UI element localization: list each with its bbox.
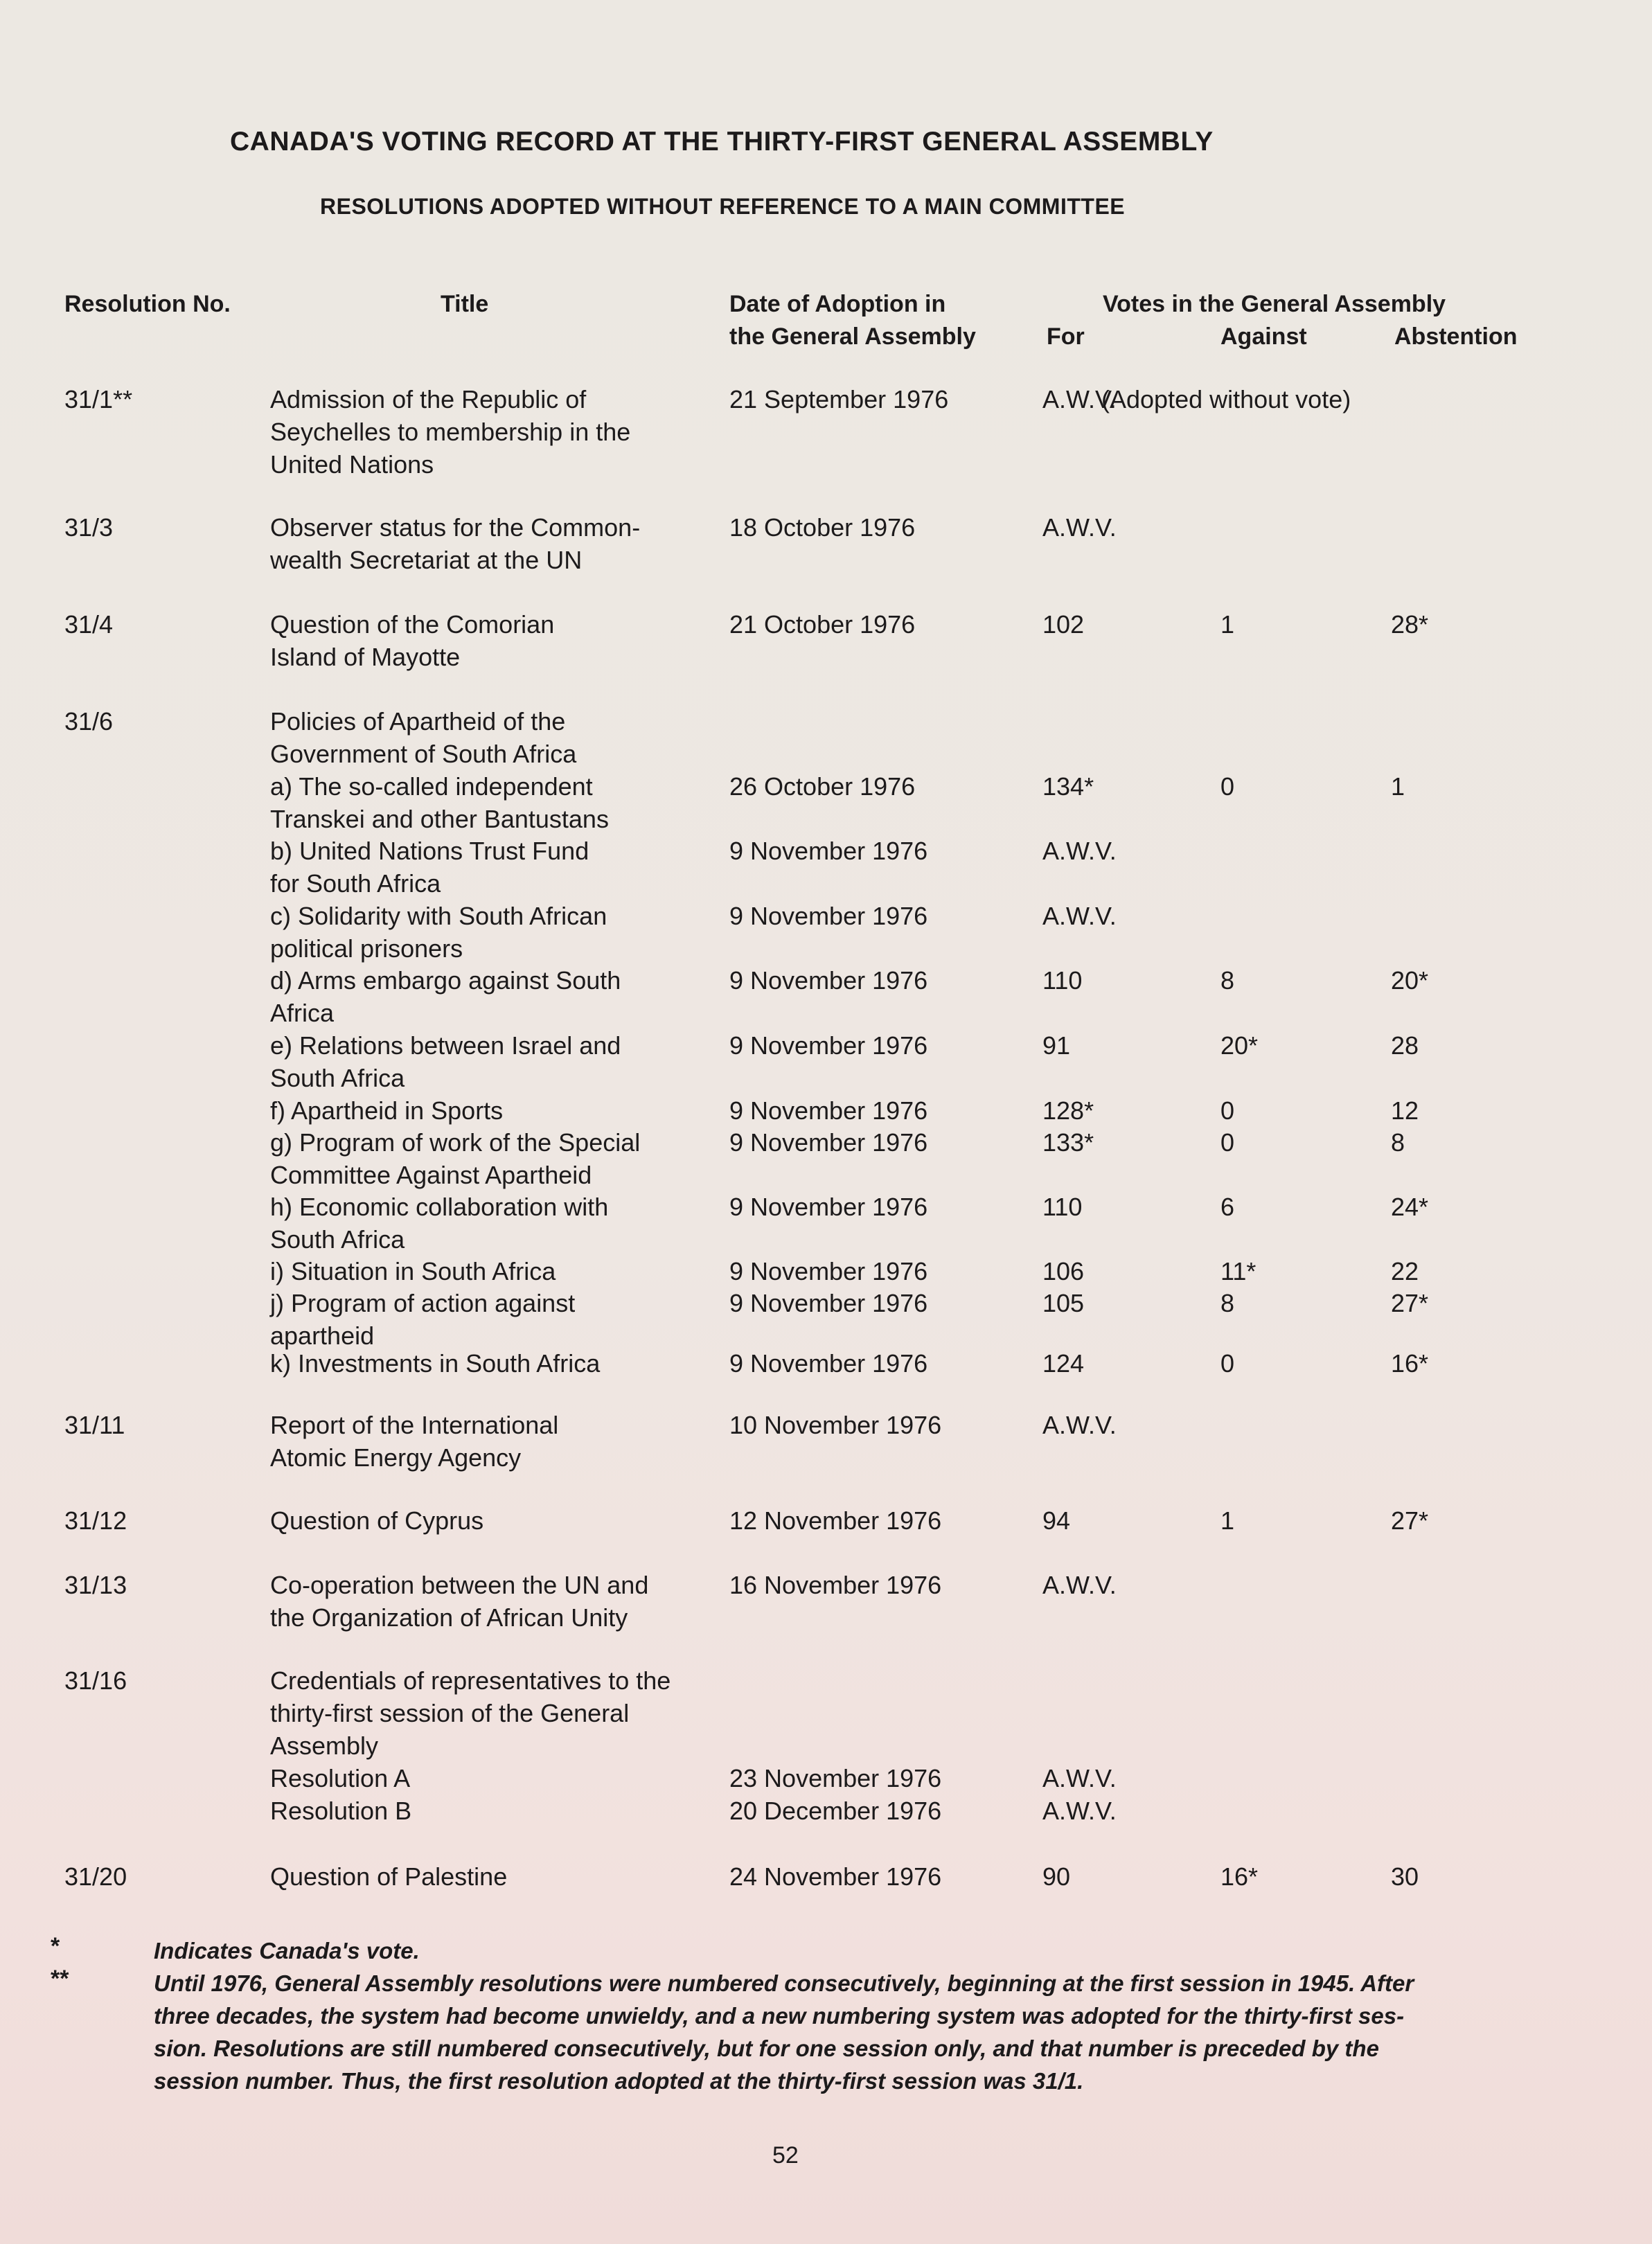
votes-abstention: 24* <box>1391 1193 1429 1221</box>
resolution-number: 31/4 <box>64 610 114 639</box>
text-line: for South Africa <box>270 869 441 898</box>
votes-for: A.W.V. <box>1042 385 1117 413</box>
text-line: Government of South Africa <box>270 740 577 768</box>
adoption-date: 9 November 1976 <box>729 1031 928 1060</box>
votes-abstention: 12 <box>1391 1096 1419 1125</box>
votes-against: 0 <box>1220 1128 1235 1157</box>
adoption-date: 9 November 1976 <box>729 1257 928 1285</box>
votes-abstention: 30 <box>1391 1862 1419 1891</box>
resolution-title <box>270 1409 558 1474</box>
footnote-text <box>154 1934 420 1967</box>
votes-abstention: 27* <box>1391 1289 1429 1317</box>
votes-for: 105 <box>1042 1289 1085 1317</box>
adoption-date: 9 November 1976 <box>729 837 928 865</box>
votes-for: A.W.V. <box>1042 1797 1117 1825</box>
resolution-title <box>270 705 576 770</box>
votes-for: 110 <box>1042 966 1083 995</box>
text-line: Question of Cyprus <box>270 1506 484 1535</box>
resolution-number: 31/12 <box>64 1506 127 1535</box>
text-line: Indicates Canada's vote. <box>154 1938 420 1963</box>
resolution-title <box>270 1191 608 1256</box>
resolution-title <box>270 1029 621 1094</box>
votes-for: A.W.V. <box>1042 513 1117 542</box>
resolution-title <box>270 1664 670 1762</box>
adoption-date: 20 December 1976 <box>729 1797 942 1825</box>
resolution-number: 31/13 <box>64 1571 127 1599</box>
votes-for: A.W.V. <box>1042 1411 1117 1439</box>
resolution-title <box>270 1094 503 1127</box>
votes-abstention: 28* <box>1391 610 1429 639</box>
text-line: Question of Palestine <box>270 1862 508 1891</box>
header-for: For <box>1047 323 1085 350</box>
resolution-title <box>270 1504 483 1537</box>
header-resolution: Resolution No. <box>64 291 231 317</box>
votes-for: 128* <box>1042 1096 1094 1125</box>
votes-against: 1 <box>1220 610 1235 639</box>
resolution-title <box>270 1762 410 1795</box>
text-line: Seychelles to membership in the <box>270 418 631 446</box>
text-line: Observer status for the Common- <box>270 513 641 542</box>
votes-against: 20* <box>1220 1031 1259 1060</box>
votes-abstention: 27* <box>1391 1506 1429 1535</box>
text-line: session number. Thus, the first resolution adopted at the thirty-first session was 31/1. <box>154 2068 1084 2094</box>
votes-for: A.W.V. <box>1042 1764 1117 1792</box>
text-line: Atomic Energy Agency <box>270 1443 522 1472</box>
text-line: Africa <box>270 999 335 1027</box>
text-line: sion. Resolutions are still numbered consecutively, but for one session only, and that number is preceded by the <box>154 2036 1379 2061</box>
text-line: g) Program of work of the Special <box>270 1128 641 1157</box>
text-line: Transkei and other Bantustans <box>270 805 609 833</box>
votes-abstention: 28 <box>1391 1031 1419 1060</box>
text-line: Committee Against Apartheid <box>270 1161 592 1189</box>
resolution-number: 31/16 <box>64 1666 127 1695</box>
text-line: b) United Nations Trust Fund <box>270 837 589 865</box>
text-line: political prisoners <box>270 934 463 963</box>
text-line: United Nations <box>270 450 434 479</box>
page-subtitle: RESOLUTIONS ADOPTED WITHOUT REFERENCE TO A MAIN COMMITTEE <box>320 194 1126 219</box>
adoption-date: 9 November 1976 <box>729 966 928 995</box>
votes-for: 90 <box>1042 1862 1071 1891</box>
vote-note: (Adopted without vote) <box>1101 385 1351 413</box>
votes-for: 110 <box>1042 1193 1083 1221</box>
resolution-title <box>270 383 630 481</box>
text-line: Island of Mayotte <box>270 643 461 671</box>
header-date-line1: Date of Adoption in <box>729 291 946 317</box>
adoption-date: 26 October 1976 <box>729 772 916 801</box>
text-line: f) Apartheid in Sports <box>270 1096 504 1125</box>
text-line: three decades, the system had become unwieldy, and a new numbering system was adopted for the thirty-first ses- <box>154 2003 1405 2029</box>
text-line: Admission of the Republic of <box>270 385 587 413</box>
page-title: CANADA'S VOTING RECORD AT THE THIRTY-FIRST GENERAL ASSEMBLY <box>230 127 1214 157</box>
adoption-date: 9 November 1976 <box>729 1096 928 1125</box>
text-line: Policies of Apartheid of the <box>270 707 566 736</box>
text-line: i) Situation in South Africa <box>270 1257 556 1285</box>
text-line: Resolution A <box>270 1764 411 1792</box>
footnote-mark: * <box>51 1933 60 1959</box>
resolution-number: 31/6 <box>64 707 114 736</box>
votes-for: 94 <box>1042 1506 1071 1535</box>
text-line: Report of the International <box>270 1411 559 1439</box>
resolution-number: 31/3 <box>64 513 114 542</box>
header-votes: Votes in the General Assembly <box>1103 291 1446 317</box>
header-against: Against <box>1220 323 1307 350</box>
votes-abstention: 16* <box>1391 1349 1429 1378</box>
header-date-line2: the General Assembly <box>729 323 976 350</box>
footnote-mark: ** <box>51 1966 69 1992</box>
text-line: Until 1976, General Assembly resolutions were numbered consecutively, beginning at the first session in 1945. After <box>154 1970 1414 1996</box>
adoption-date: 24 November 1976 <box>729 1862 942 1891</box>
votes-for: A.W.V. <box>1042 1571 1117 1599</box>
resolution-title <box>270 1255 556 1288</box>
votes-abstention: 1 <box>1391 772 1405 801</box>
votes-against: 11* <box>1220 1257 1256 1285</box>
text-line: Credentials of representatives to the <box>270 1666 671 1695</box>
resolution-number: 31/1** <box>64 385 133 413</box>
text-line: a) The so-called independent <box>270 772 593 801</box>
resolution-number: 31/20 <box>64 1862 127 1891</box>
votes-for: 91 <box>1042 1031 1071 1060</box>
text-line: wealth Secretariat at the UN <box>270 546 583 574</box>
votes-against: 0 <box>1220 1349 1235 1378</box>
text-line: South Africa <box>270 1225 405 1254</box>
votes-against: 0 <box>1220 772 1235 801</box>
resolution-title <box>270 1795 411 1827</box>
votes-against: 1 <box>1220 1506 1235 1535</box>
text-line: h) Economic collaboration with <box>270 1193 609 1221</box>
adoption-date: 9 November 1976 <box>729 1193 928 1221</box>
adoption-date: 9 November 1976 <box>729 1349 928 1378</box>
adoption-date: 9 November 1976 <box>729 1128 928 1157</box>
text-line: apartheid <box>270 1321 375 1350</box>
text-line: the Organization of African Unity <box>270 1603 628 1632</box>
votes-for: A.W.V. <box>1042 837 1117 865</box>
resolution-title <box>270 1126 640 1191</box>
votes-against: 8 <box>1220 966 1235 995</box>
adoption-date: 18 October 1976 <box>729 513 916 542</box>
adoption-date: 23 November 1976 <box>729 1764 942 1792</box>
resolution-title <box>270 608 554 673</box>
text-line: Assembly <box>270 1731 379 1760</box>
votes-for: 124 <box>1042 1349 1085 1378</box>
adoption-date: 21 October 1976 <box>729 610 916 639</box>
adoption-date: 21 September 1976 <box>729 385 949 413</box>
text-line: d) Arms embargo against South <box>270 966 621 995</box>
votes-against: 8 <box>1220 1289 1235 1317</box>
header-title: Title <box>441 291 489 317</box>
resolution-title <box>270 1569 648 1634</box>
votes-for: A.W.V. <box>1042 902 1117 930</box>
resolution-title <box>270 1287 575 1352</box>
resolution-title <box>270 900 607 965</box>
resolution-title <box>270 964 621 1029</box>
adoption-date: 12 November 1976 <box>729 1506 942 1535</box>
votes-against: 6 <box>1220 1193 1235 1221</box>
text-line: South Africa <box>270 1064 405 1092</box>
resolution-title <box>270 770 609 835</box>
text-line: thirty-first session of the General <box>270 1699 630 1727</box>
page-number: 52 <box>772 2142 799 2169</box>
adoption-date: 9 November 1976 <box>729 902 928 930</box>
votes-abstention: 22 <box>1391 1257 1419 1285</box>
footnote-text <box>154 1967 1414 2097</box>
text-line: Question of the Comorian <box>270 610 555 639</box>
resolution-title <box>270 835 589 900</box>
text-line: Resolution B <box>270 1797 412 1825</box>
votes-for: 133* <box>1042 1128 1094 1157</box>
adoption-date: 10 November 1976 <box>729 1411 942 1439</box>
votes-against: 16* <box>1220 1862 1259 1891</box>
adoption-date: 16 November 1976 <box>729 1571 942 1599</box>
text-line: Co-operation between the UN and <box>270 1571 649 1599</box>
resolution-title <box>270 511 640 576</box>
resolution-number: 31/11 <box>64 1411 125 1439</box>
votes-for: 134* <box>1042 772 1094 801</box>
text-line: j) Program of action against <box>270 1289 576 1317</box>
resolution-title <box>270 1347 600 1380</box>
votes-against: 0 <box>1220 1096 1235 1125</box>
resolution-title <box>270 1860 507 1893</box>
votes-for: 106 <box>1042 1257 1085 1285</box>
votes-abstention: 8 <box>1391 1128 1405 1157</box>
text-line: e) Relations between Israel and <box>270 1031 621 1060</box>
text-line: k) Investments in South Africa <box>270 1349 601 1378</box>
adoption-date: 9 November 1976 <box>729 1289 928 1317</box>
votes-abstention: 20* <box>1391 966 1429 995</box>
text-line: c) Solidarity with South African <box>270 902 607 930</box>
header-abstention: Abstention <box>1394 323 1518 350</box>
votes-for: 102 <box>1042 610 1085 639</box>
